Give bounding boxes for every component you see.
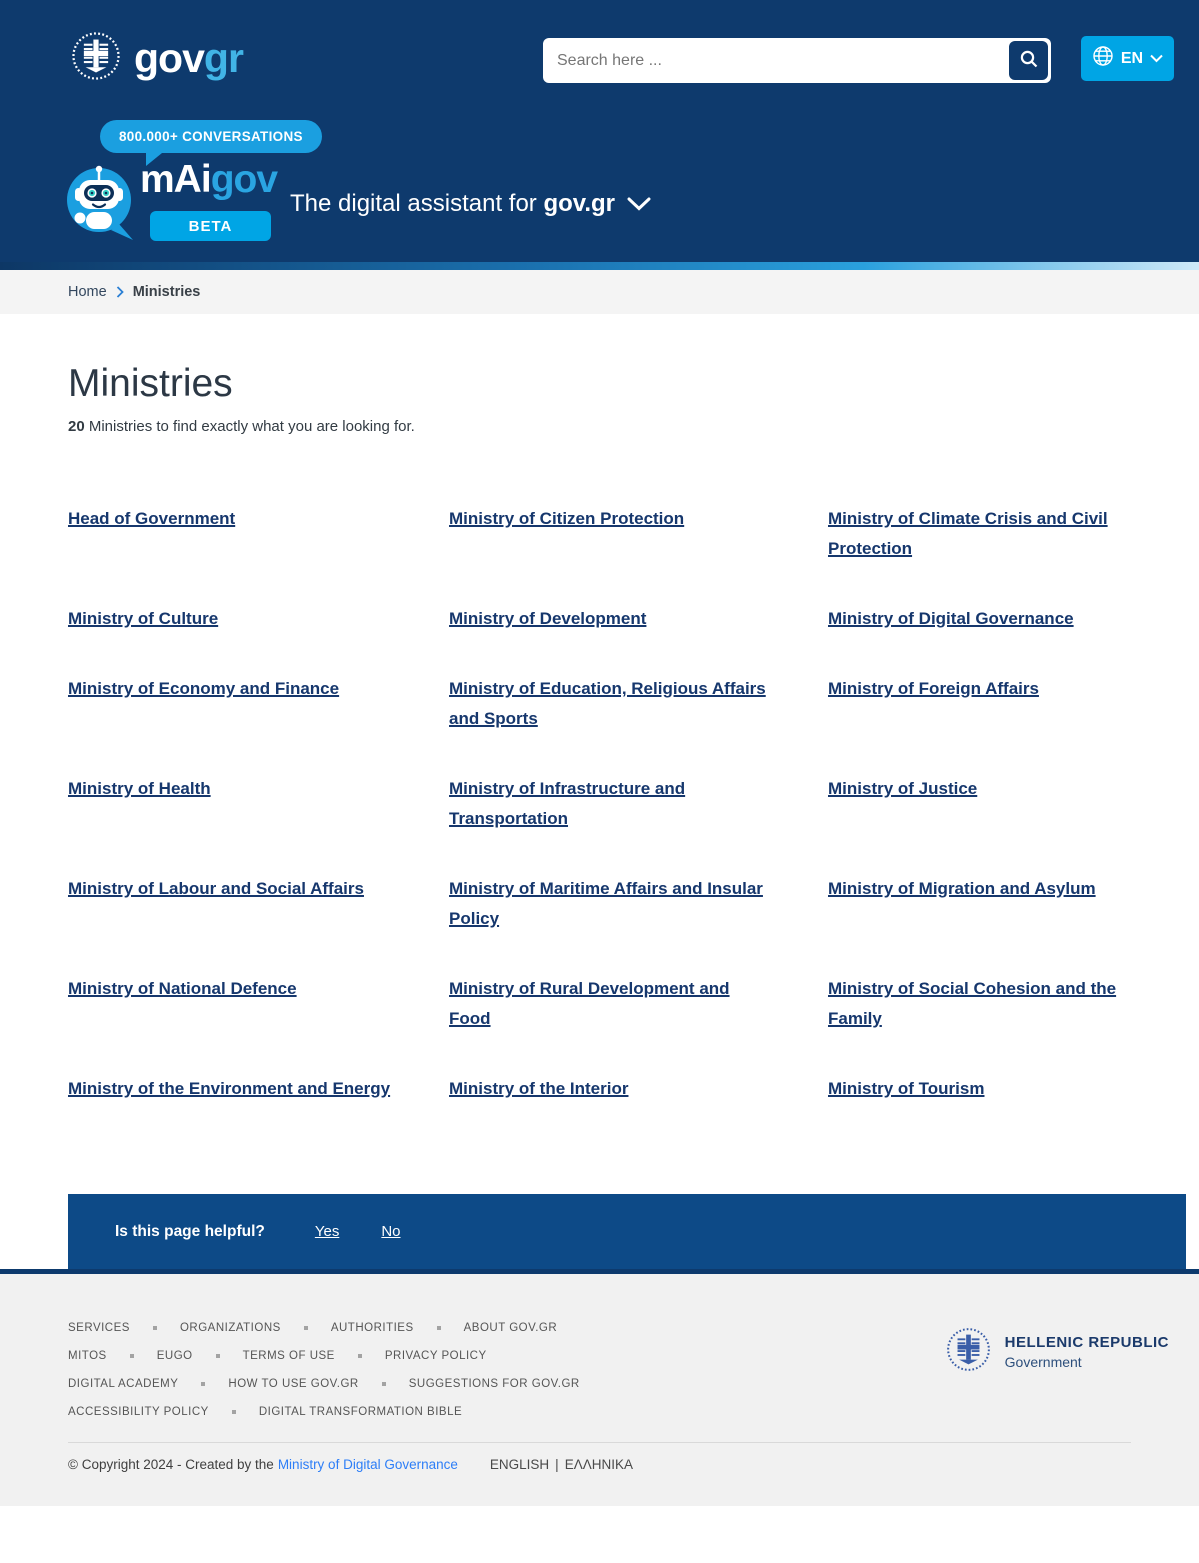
ministry-link[interactable]: Ministry of Rural Development and Food [449, 979, 730, 1028]
copyright-text: © Copyright 2024 - Created by the [68, 1457, 274, 1472]
ministry-link[interactable]: Ministry of Health [68, 779, 211, 798]
footer-link[interactable]: TERMS OF USE [242, 1350, 335, 1362]
govgr-emblem-icon [70, 30, 122, 87]
language-label: EN [1120, 49, 1144, 67]
hellenic-republic-emblem-icon [945, 1326, 992, 1378]
footer-link[interactable]: AUTHORITIES [330, 1322, 414, 1334]
ministry-link[interactable]: Ministry of Social Cohesion and the Family [828, 979, 1117, 1028]
ministry-link[interactable]: Ministry of Education, Religious Affairs and Sports [449, 679, 766, 728]
chevron-down-icon [1150, 50, 1163, 68]
ministries-grid [68, 504, 1131, 1104]
ministry-link[interactable]: Ministry of the Environment and Energy [68, 1079, 391, 1098]
language-selector[interactable] [1081, 36, 1174, 81]
breadcrumb-home-link[interactable]: Home [68, 284, 107, 300]
search-input[interactable] [543, 38, 1009, 83]
govgr-wordmark: govgr [134, 35, 243, 81]
maigov-wordmark: mAigov [140, 158, 278, 201]
separator-square-icon [382, 1382, 386, 1386]
separator-square-icon [216, 1354, 220, 1358]
govgr-logo[interactable] [70, 30, 243, 87]
footer-links-row [68, 1378, 1131, 1390]
ministry-link[interactable]: Ministry of the Interior [449, 1079, 629, 1098]
tagline-text: The digital assistant for [290, 190, 537, 217]
footer-link[interactable]: ACCESSIBILITY POLICY [68, 1406, 209, 1418]
footer-link[interactable]: SERVICES [68, 1322, 130, 1334]
footer-link[interactable]: DIGITAL ACADEMY [68, 1378, 179, 1390]
maigov-robot-mascot-icon[interactable] [63, 156, 135, 251]
ministry-link[interactable]: Ministry of Citizen Protection [449, 509, 685, 528]
footer-link[interactable]: HOW TO USE GOV.GR [228, 1378, 359, 1390]
footer-link[interactable]: DIGITAL TRANSFORMATION BIBLE [258, 1406, 463, 1418]
footer-greek-link[interactable]: ΕΛΛΗΝΙΚΑ [564, 1457, 633, 1472]
footer-link[interactable]: ORGANIZATIONS [179, 1322, 281, 1334]
ministry-link[interactable]: Ministry of Culture [68, 609, 219, 628]
ministry-link[interactable]: Ministry of Tourism [828, 1079, 985, 1098]
search-bar [543, 38, 1051, 83]
ministry-link[interactable]: Ministry of Development [449, 609, 647, 628]
feedback-question: Is this page helpful? [115, 1222, 265, 1240]
ministry-link[interactable]: Ministry of Maritime Affairs and Insular Policy [449, 879, 763, 928]
conversations-badge: 800.000+ CONVERSATIONS [100, 120, 322, 153]
footer-link[interactable]: ABOUT GOV.GR [463, 1322, 558, 1334]
footer-link[interactable]: PRIVACY POLICY [384, 1350, 487, 1362]
government-text: Government [1004, 1354, 1082, 1370]
separator-square-icon [437, 1326, 441, 1330]
separator-square-icon [304, 1326, 308, 1330]
hellenic-republic-brand [945, 1326, 1169, 1378]
chevron-down-icon [627, 190, 651, 218]
separator-square-icon [232, 1410, 236, 1414]
tagline-govgr: gov.gr [543, 190, 616, 217]
page-subtitle: 20 Ministries to find exactly what you are looking for. [68, 418, 415, 435]
assistant-tagline[interactable] [290, 190, 651, 218]
ministries-count: 20 [68, 418, 85, 435]
site-footer [0, 1269, 1199, 1506]
chevron-right-icon [116, 286, 124, 298]
ministry-link[interactable]: Ministry of Foreign Affairs [828, 679, 1039, 698]
ministry-link[interactable]: Ministry of Justice [828, 779, 978, 798]
footer-link[interactable]: MITOS [68, 1350, 107, 1362]
footer-link[interactable]: EUGO [156, 1350, 193, 1362]
search-icon [1019, 49, 1039, 72]
site-header [0, 0, 1199, 262]
beta-badge[interactable]: BETA [150, 211, 271, 241]
globe-icon [1092, 45, 1114, 72]
header-gradient-divider [0, 262, 1199, 270]
footer-link[interactable]: SUGGESTIONS FOR GOV.GR [408, 1378, 580, 1390]
ministry-link[interactable]: Ministry of Infrastructure and Transportation [449, 779, 686, 828]
main-content [0, 360, 1199, 1104]
hellenic-republic-text: HELLENIC REPUBLIC [1004, 1334, 1169, 1351]
ministry-link[interactable]: Ministry of Labour and Social Affairs [68, 879, 364, 898]
footer-english-link[interactable]: ENGLISH [489, 1457, 550, 1472]
feedback-yes-link[interactable]: Yes [314, 1223, 340, 1240]
language-divider: | [555, 1457, 559, 1472]
separator-square-icon [130, 1354, 134, 1358]
ministry-link[interactable]: Ministry of Economy and Finance [68, 679, 340, 698]
breadcrumb [0, 270, 1199, 314]
page-title: Ministries [68, 362, 233, 405]
footer-links-row [68, 1406, 1131, 1418]
feedback-no-link[interactable]: No [381, 1223, 401, 1240]
ministry-link[interactable]: Ministry of Migration and Asylum [828, 879, 1096, 898]
separator-square-icon [358, 1354, 362, 1358]
search-button[interactable] [1009, 41, 1048, 80]
ministry-link[interactable]: Ministry of Climate Crisis and Civil Protection [828, 509, 1108, 558]
ministry-digital-governance-link[interactable]: Ministry of Digital Governance [277, 1457, 458, 1472]
ministry-link[interactable]: Ministry of Digital Governance [828, 609, 1074, 628]
page-feedback-bar [68, 1194, 1186, 1269]
ministry-link[interactable]: Head of Government [68, 509, 236, 528]
breadcrumb-current: Ministries [132, 284, 201, 300]
footer-language-switch [490, 1457, 633, 1472]
copyright-row [68, 1442, 1131, 1472]
separator-square-icon [201, 1382, 205, 1386]
separator-square-icon [153, 1326, 157, 1330]
ministry-link[interactable]: Ministry of National Defence [68, 979, 297, 998]
